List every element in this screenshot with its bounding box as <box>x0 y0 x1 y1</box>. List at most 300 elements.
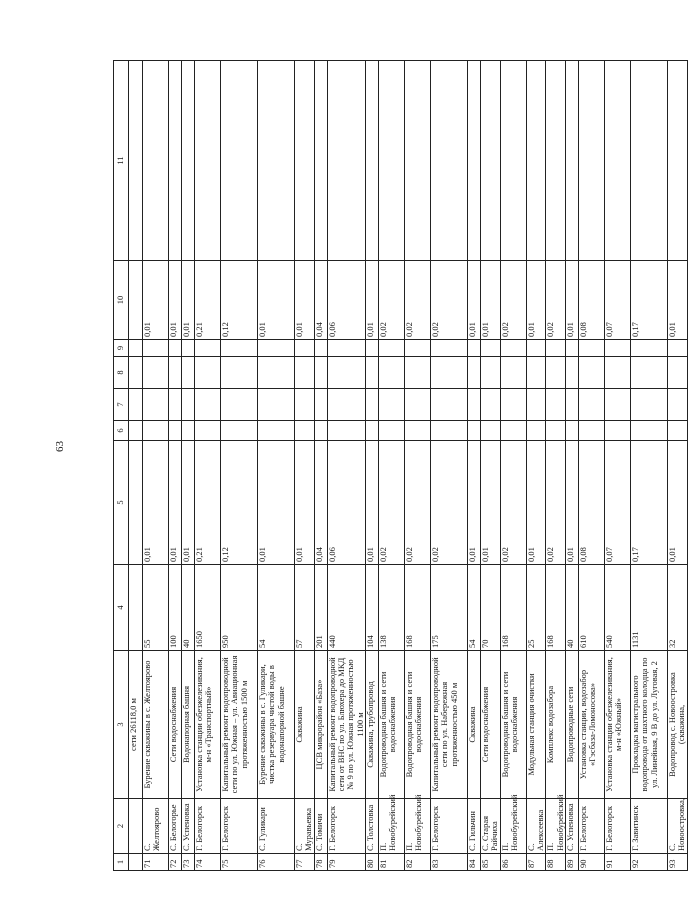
settlement-name: П. Новобурейский <box>500 799 526 854</box>
value-col5: 0,17 <box>631 441 668 565</box>
column-header: 4 <box>114 565 129 651</box>
empty-cell <box>314 389 327 421</box>
table-row <box>668 61 688 871</box>
table-row <box>579 61 605 871</box>
empty-cell <box>169 421 182 441</box>
value-col5: 0,01 <box>143 441 169 565</box>
length-value: 610 <box>579 565 605 651</box>
empty-cell <box>129 340 143 357</box>
row-number: 80 <box>366 854 379 871</box>
table-row <box>195 61 221 871</box>
empty-cell <box>195 61 221 261</box>
row-number: 76 <box>258 854 295 871</box>
row-number: 71 <box>143 854 169 871</box>
empty-cell <box>468 61 481 261</box>
empty-cell <box>327 340 365 357</box>
empty-cell <box>221 357 258 389</box>
length-value: 138 <box>379 565 405 651</box>
value-col10: 0,01 <box>143 261 169 340</box>
row-number <box>129 854 143 871</box>
empty-cell <box>605 421 631 441</box>
row-number: 87 <box>526 854 546 871</box>
value-col10: 0,01 <box>468 261 481 340</box>
work-description: Бурение скважины в с. Гуликари, чистка резервуара чистой воды в водонапорной башне <box>258 651 295 799</box>
value-col10: 0,21 <box>195 261 221 340</box>
empty-cell <box>366 340 379 357</box>
empty-cell <box>129 357 143 389</box>
work-description: Сети водоснабжения <box>481 651 501 799</box>
empty-cell <box>221 389 258 421</box>
table-row <box>405 61 431 871</box>
empty-cell <box>258 389 295 421</box>
length-value: 40 <box>566 565 579 651</box>
table-row <box>468 61 481 871</box>
empty-cell <box>631 421 668 441</box>
settlement-name: Г. Белогорск <box>431 799 468 854</box>
row-number: 78 <box>314 854 327 871</box>
value-col5: 0,02 <box>500 441 526 565</box>
length-value: 440 <box>327 565 365 651</box>
empty-cell <box>526 421 546 441</box>
settlement-name: П. Новобурейский <box>405 799 431 854</box>
empty-cell <box>366 357 379 389</box>
empty-cell <box>500 340 526 357</box>
work-description: Сети водоснабжения <box>169 651 182 799</box>
table-row <box>379 61 405 871</box>
empty-cell <box>221 421 258 441</box>
settlement-name: С. Гуликари <box>258 799 295 854</box>
table-row <box>143 61 169 871</box>
empty-cell <box>366 421 379 441</box>
table-header-row <box>114 61 129 871</box>
value-col5: 0,01 <box>169 441 182 565</box>
settlement-name: С. Старая Райчиха <box>481 799 501 854</box>
data-table <box>113 60 688 871</box>
settlement-name: С. Новоостровка, <box>668 799 688 854</box>
empty-cell <box>468 357 481 389</box>
settlement-name: П. Новобурейский <box>379 799 405 854</box>
column-header: 5 <box>114 441 129 565</box>
empty-cell <box>258 340 295 357</box>
row-number: 82 <box>405 854 431 871</box>
empty-cell <box>405 389 431 421</box>
length-value: 54 <box>468 565 481 651</box>
empty-cell <box>431 389 468 421</box>
empty-cell <box>546 61 566 261</box>
row-number: 77 <box>295 854 315 871</box>
settlement-name: П. Новобурейский <box>546 799 566 854</box>
empty-cell <box>295 61 315 261</box>
settlement-name: С. Успеновка <box>566 799 579 854</box>
empty-cell <box>631 340 668 357</box>
settlement-name: Г. Белогорск <box>327 799 365 854</box>
row-number: 74 <box>195 854 221 871</box>
length-value: 54 <box>258 565 295 651</box>
row-number: 90 <box>579 854 605 871</box>
table-row <box>500 61 526 871</box>
empty-cell <box>143 61 169 261</box>
empty-cell <box>431 61 468 261</box>
empty-cell <box>405 357 431 389</box>
value-col10: 0,01 <box>295 261 315 340</box>
empty-cell <box>546 389 566 421</box>
empty-cell <box>182 340 195 357</box>
empty-cell <box>481 340 501 357</box>
value-col10: 0,04 <box>314 261 327 340</box>
length-value: 70 <box>481 565 501 651</box>
value-col5: 0,01 <box>366 441 379 565</box>
empty-cell <box>182 389 195 421</box>
empty-cell <box>631 389 668 421</box>
empty-cell <box>566 357 579 389</box>
empty-cell <box>327 389 365 421</box>
empty-cell <box>366 61 379 261</box>
length-value: 1131 <box>631 565 668 651</box>
empty-cell <box>169 61 182 261</box>
work-description: Установка станции, водозабор «Гэсбаза-Ломоносова» <box>579 651 605 799</box>
row-number: 91 <box>605 854 631 871</box>
empty-cell <box>295 421 315 441</box>
value-col5: 0,06 <box>327 441 365 565</box>
value-col5: 0,01 <box>566 441 579 565</box>
row-number: 72 <box>169 854 182 871</box>
empty-cell <box>295 389 315 421</box>
empty-cell <box>221 340 258 357</box>
settlement-name: С. Белогорье <box>169 799 182 854</box>
value-col10: 0,06 <box>327 261 365 340</box>
empty-cell <box>631 357 668 389</box>
empty-cell <box>500 389 526 421</box>
empty-cell <box>668 340 688 357</box>
value-col5: 0,21 <box>195 441 221 565</box>
settlement-name <box>129 799 143 854</box>
value-col5: 0,12 <box>221 441 258 565</box>
value-col10: 0,01 <box>258 261 295 340</box>
length-value: 32 <box>668 565 688 651</box>
empty-cell <box>379 61 405 261</box>
column-header: 11 <box>114 61 129 261</box>
length-value: 950 <box>221 565 258 651</box>
value-col5: 0,01 <box>182 441 195 565</box>
work-description: ЦСВ микрорайон «База» <box>314 651 327 799</box>
column-header: 3 <box>114 651 129 799</box>
work-description: Комплекс водозабора <box>546 651 566 799</box>
empty-cell <box>314 61 327 261</box>
rotated-table-container <box>113 61 687 871</box>
row-number: 83 <box>431 854 468 871</box>
empty-cell <box>143 421 169 441</box>
column-header: 6 <box>114 421 129 441</box>
length-value: 168 <box>405 565 431 651</box>
row-number: 88 <box>546 854 566 871</box>
work-description: Водопроводные сети <box>566 651 579 799</box>
empty-cell <box>129 389 143 421</box>
length-value: 104 <box>366 565 379 651</box>
row-number: 79 <box>327 854 365 871</box>
length-value <box>129 565 143 651</box>
settlement-name: С. Муравьевка <box>295 799 315 854</box>
empty-cell <box>668 357 688 389</box>
value-col10: 0,07 <box>605 261 631 340</box>
empty-cell <box>129 61 143 261</box>
table-row <box>566 61 579 871</box>
empty-cell <box>566 340 579 357</box>
work-description: Скважина, трубопровод <box>366 651 379 799</box>
empty-cell <box>579 340 605 357</box>
empty-cell <box>143 389 169 421</box>
value-col5: 0,02 <box>405 441 431 565</box>
empty-cell <box>668 421 688 441</box>
empty-cell <box>668 389 688 421</box>
length-value: 168 <box>500 565 526 651</box>
empty-cell <box>605 340 631 357</box>
value-col5: 0,08 <box>579 441 605 565</box>
length-value: 201 <box>314 565 327 651</box>
empty-cell <box>500 421 526 441</box>
empty-cell <box>379 421 405 441</box>
length-value: 40 <box>182 565 195 651</box>
empty-cell <box>566 61 579 261</box>
value-col10: 0,02 <box>431 261 468 340</box>
value-col10 <box>129 261 143 340</box>
value-col5: 0,01 <box>668 441 688 565</box>
value-col5: 0,01 <box>468 441 481 565</box>
work-description: Модульная станция очистки <box>526 651 546 799</box>
value-col5: 0,02 <box>431 441 468 565</box>
work-description: Капитальный ремонт водопроводной сети по ул. Набережная протяженностью 450 м <box>431 651 468 799</box>
value-col5: 0,04 <box>314 441 327 565</box>
empty-cell <box>481 357 501 389</box>
work-description: Водопроводная башня и сети водоснабжения <box>405 651 431 799</box>
empty-cell <box>526 389 546 421</box>
empty-cell <box>605 389 631 421</box>
empty-cell <box>566 389 579 421</box>
empty-cell <box>631 61 668 261</box>
table-row <box>129 61 143 871</box>
value-col10: 0,08 <box>579 261 605 340</box>
row-number: 85 <box>481 854 501 871</box>
table-row <box>258 61 295 871</box>
value-col10: 0,02 <box>500 261 526 340</box>
empty-cell <box>379 357 405 389</box>
empty-cell <box>295 340 315 357</box>
table-row <box>546 61 566 871</box>
empty-cell <box>169 357 182 389</box>
work-description: Капитальный ремонт водопроводной сети по ул. Южная – ул. Авиационная протяженностью 1500 м <box>221 651 258 799</box>
row-number: 92 <box>631 854 668 871</box>
work-description: Водонапорная башня <box>182 651 195 799</box>
empty-cell <box>546 340 566 357</box>
empty-cell <box>295 357 315 389</box>
empty-cell <box>566 421 579 441</box>
length-value: 25 <box>526 565 546 651</box>
work-description: сети 26118,0 м <box>129 651 143 799</box>
empty-cell <box>182 357 195 389</box>
value-col5: 0,02 <box>546 441 566 565</box>
value-col10: 0,02 <box>405 261 431 340</box>
empty-cell <box>546 421 566 441</box>
column-header: 10 <box>114 261 129 340</box>
empty-cell <box>327 421 365 441</box>
work-description: Водопроводная башня и сети водоснабжения <box>500 651 526 799</box>
settlement-name: С. Алексеевка <box>526 799 546 854</box>
settlement-name: Г. Белогорск <box>195 799 221 854</box>
value-col10: 0,01 <box>481 261 501 340</box>
value-col5: 0,02 <box>379 441 405 565</box>
empty-cell <box>579 357 605 389</box>
empty-cell <box>500 357 526 389</box>
value-col10: 0,01 <box>668 261 688 340</box>
empty-cell <box>468 421 481 441</box>
settlement-name: С. Успеновка <box>182 799 195 854</box>
row-number: 86 <box>500 854 526 871</box>
table-body <box>129 61 688 871</box>
work-description: Водопровод с. Новоостровка (скважина, <box>668 651 688 799</box>
empty-cell <box>143 340 169 357</box>
row-number: 93 <box>668 854 688 871</box>
empty-cell <box>327 61 365 261</box>
empty-cell <box>182 61 195 261</box>
settlement-name: С. Желтоярово <box>143 799 169 854</box>
work-description: Бурение скважины в с. Желтоярово <box>143 651 169 799</box>
empty-cell <box>129 421 143 441</box>
page-number: 63 <box>54 441 66 452</box>
empty-cell <box>405 340 431 357</box>
value-col10: 0,01 <box>182 261 195 340</box>
row-number: 73 <box>182 854 195 871</box>
empty-cell <box>221 61 258 261</box>
empty-cell <box>379 340 405 357</box>
empty-cell <box>605 61 631 261</box>
value-col10: 0,17 <box>631 261 668 340</box>
table-row <box>182 61 195 871</box>
work-description: Скважина <box>468 651 481 799</box>
empty-cell <box>431 357 468 389</box>
empty-cell <box>579 389 605 421</box>
empty-cell <box>379 389 405 421</box>
settlement-name: С. Томичи <box>314 799 327 854</box>
table-row <box>526 61 546 871</box>
column-header: 2 <box>114 799 129 854</box>
value-col10: 0,02 <box>379 261 405 340</box>
table-row <box>431 61 468 871</box>
empty-cell <box>314 421 327 441</box>
length-value: 100 <box>169 565 182 651</box>
value-col5: 0,01 <box>481 441 501 565</box>
empty-cell <box>405 421 431 441</box>
value-col5: 0,01 <box>295 441 315 565</box>
row-number: 84 <box>468 854 481 871</box>
empty-cell <box>143 357 169 389</box>
empty-cell <box>526 357 546 389</box>
table-row <box>631 61 668 871</box>
empty-cell <box>481 421 501 441</box>
length-value: 540 <box>605 565 631 651</box>
empty-cell <box>668 61 688 261</box>
empty-cell <box>182 421 195 441</box>
empty-cell <box>579 421 605 441</box>
settlement-name: Г. Белогорск <box>605 799 631 854</box>
length-value: 175 <box>431 565 468 651</box>
value-col5: 0,07 <box>605 441 631 565</box>
empty-cell <box>258 357 295 389</box>
empty-cell <box>405 61 431 261</box>
work-description: Капитальный ремонт водопроводной сети от ВНС по ул. Блюхера до МКД № 9 по ул. Южная протяженностью 1100 м <box>327 651 365 799</box>
value-col10: 0,01 <box>526 261 546 340</box>
empty-cell <box>258 61 295 261</box>
empty-cell <box>526 340 546 357</box>
table-row <box>295 61 315 871</box>
column-header: 8 <box>114 357 129 389</box>
empty-cell <box>195 389 221 421</box>
value-col10: 0,02 <box>546 261 566 340</box>
table-row <box>327 61 365 871</box>
work-description: Водопроводная башня и сети водоснабжения <box>379 651 405 799</box>
settlement-name: Г. Завитинск <box>631 799 668 854</box>
value-col5: 0,01 <box>526 441 546 565</box>
table-row <box>221 61 258 871</box>
settlement-name: С. Толстовка <box>366 799 379 854</box>
settlement-name: Г. Белогорск <box>579 799 605 854</box>
row-number: 89 <box>566 854 579 871</box>
settlement-name: Г. Белогорск <box>221 799 258 854</box>
empty-cell <box>258 421 295 441</box>
empty-cell <box>481 61 501 261</box>
table-row <box>481 61 501 871</box>
empty-cell <box>366 389 379 421</box>
table-row <box>169 61 182 871</box>
empty-cell <box>314 340 327 357</box>
empty-cell <box>327 357 365 389</box>
value-col10: 0,01 <box>169 261 182 340</box>
length-value: 55 <box>143 565 169 651</box>
work-description: Установка станции обезжелезивания, м-н «Транспортный» <box>195 651 221 799</box>
empty-cell <box>546 357 566 389</box>
empty-cell <box>314 357 327 389</box>
value-col10: 0,01 <box>566 261 579 340</box>
row-number: 75 <box>221 854 258 871</box>
work-description: Установка станции обезжелезивания, м-н «Южный» <box>605 651 631 799</box>
column-header: 7 <box>114 389 129 421</box>
empty-cell <box>468 340 481 357</box>
value-col5 <box>129 441 143 565</box>
empty-cell <box>468 389 481 421</box>
empty-cell <box>579 61 605 261</box>
row-number: 81 <box>379 854 405 871</box>
table-row <box>366 61 379 871</box>
empty-cell <box>431 421 468 441</box>
length-value: 168 <box>546 565 566 651</box>
empty-cell <box>431 340 468 357</box>
empty-cell <box>195 357 221 389</box>
empty-cell <box>526 61 546 261</box>
column-header: 1 <box>114 854 129 871</box>
table-row <box>605 61 631 871</box>
work-description: Прокладка магистрального водопровода от шахтного колодца по ул. Линейная, 9 В до ул. Луговая, 2 <box>631 651 668 799</box>
column-header: 9 <box>114 340 129 357</box>
empty-cell <box>481 389 501 421</box>
empty-cell <box>169 340 182 357</box>
empty-cell <box>195 421 221 441</box>
empty-cell <box>605 357 631 389</box>
empty-cell <box>195 340 221 357</box>
work-description: Скважина <box>295 651 315 799</box>
value-col10: 0,01 <box>366 261 379 340</box>
length-value: 57 <box>295 565 315 651</box>
empty-cell <box>500 61 526 261</box>
length-value: 1650 <box>195 565 221 651</box>
value-col10: 0,12 <box>221 261 258 340</box>
